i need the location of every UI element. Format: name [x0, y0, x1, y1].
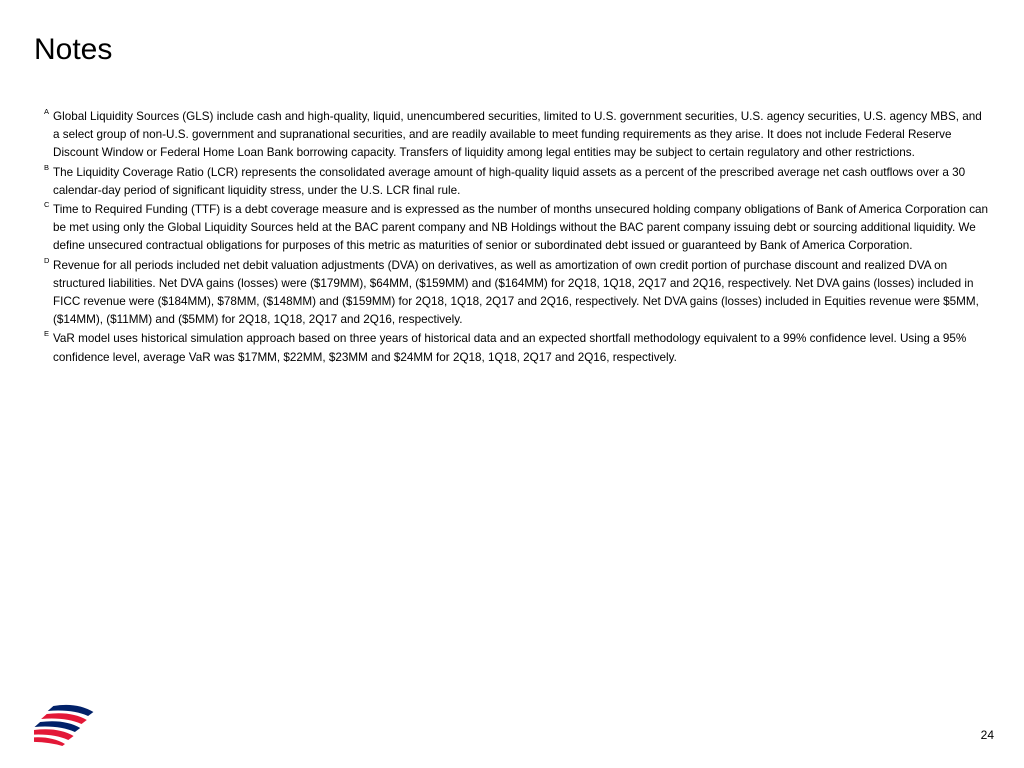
note-a	[44, 108, 990, 163]
note-marker: A	[44, 107, 50, 116]
note-marker: B	[44, 162, 50, 172]
note-text: Global Liquidity Sources (GLS) include cash and high-quality, liquid, unencumbered securities, limited to U.S. government securities, U.S. agency securities, U.S. agency MBS, and a select group of non-U.S. government and supranational securities, and are readily available to meet funding requirements as they arise. It does not include Federal Reserve Discount Window or Federal Home Loan Bank borrowing capacity. Transfers of liquidity among legal entities may be subject to certain regulatory and other restrictions.	[53, 110, 982, 160]
note-b	[44, 164, 990, 200]
page-title: Notes	[34, 33, 113, 66]
note-e	[44, 330, 990, 366]
note-text: The Liquidity Coverage Ratio (LCR) represents the consolidated average amount of high-quality liquid assets as a percent of the prescribed average net cash outflows over a 30 calendar-day period of significant liquidity stress, under the U.S. LCR final rule.	[53, 165, 966, 197]
note-text: Revenue for all periods included net debit valuation adjustments (DVA) on derivatives, as well as amortization of own credit portion of purchase discount and realized DVA on structured liabilities. Net DVA gains (losses) were ($179MM), $64MM, ($159MM) and ($164MM) for 2Q18, 1Q18, 2Q17 and 2Q16, respectively. Net DVA gains (losses) included in FICC revenue were ($184MM), $78MM, ($148MM) and ($159MM) for 2Q18, 1Q18, 2Q17 and 2Q16, respectively. Net DVA gains (losses) included in Equities revenue were $5MM, ($14MM), ($11MM) and ($5MM) for 2Q18, 1Q18, 2Q17 and 2Q16, respectively.	[53, 258, 979, 327]
note-text: Time to Required Funding (TTF) is a debt coverage measure and is expressed as the number of months unsecured holding company obligations of Bank of America Corporation can be met using only the Global Liquidity Sources held at the BAC parent company and NB Holdings without the BAC parent company issuing debt or sourcing additional liquidity. We define unsecured contractual obligations for purposes of this metric as maturities of senior or subordinated debt issued or guaranteed by Bank of America Corporation.	[53, 203, 989, 253]
note-marker: D	[44, 255, 50, 265]
note-marker: E	[44, 329, 50, 339]
note-text: VaR model uses historical simulation approach based on three years of historical data and an expected shortfall methodology equivalent to a 99% confidence level. Using a 95% confidence level, average VaR was $17MM, $22MM, $23MM and $24MM for 2Q18, 1Q18, 2Q17 and 2Q16, respectively.	[53, 332, 967, 364]
page-number: 24	[980, 728, 994, 742]
note-d	[44, 257, 990, 330]
logo-stripe-red	[34, 737, 67, 746]
note-c	[44, 201, 990, 256]
note-marker: C	[44, 200, 50, 210]
bank-flag-logo-icon	[34, 704, 104, 746]
notes-list	[44, 108, 990, 368]
